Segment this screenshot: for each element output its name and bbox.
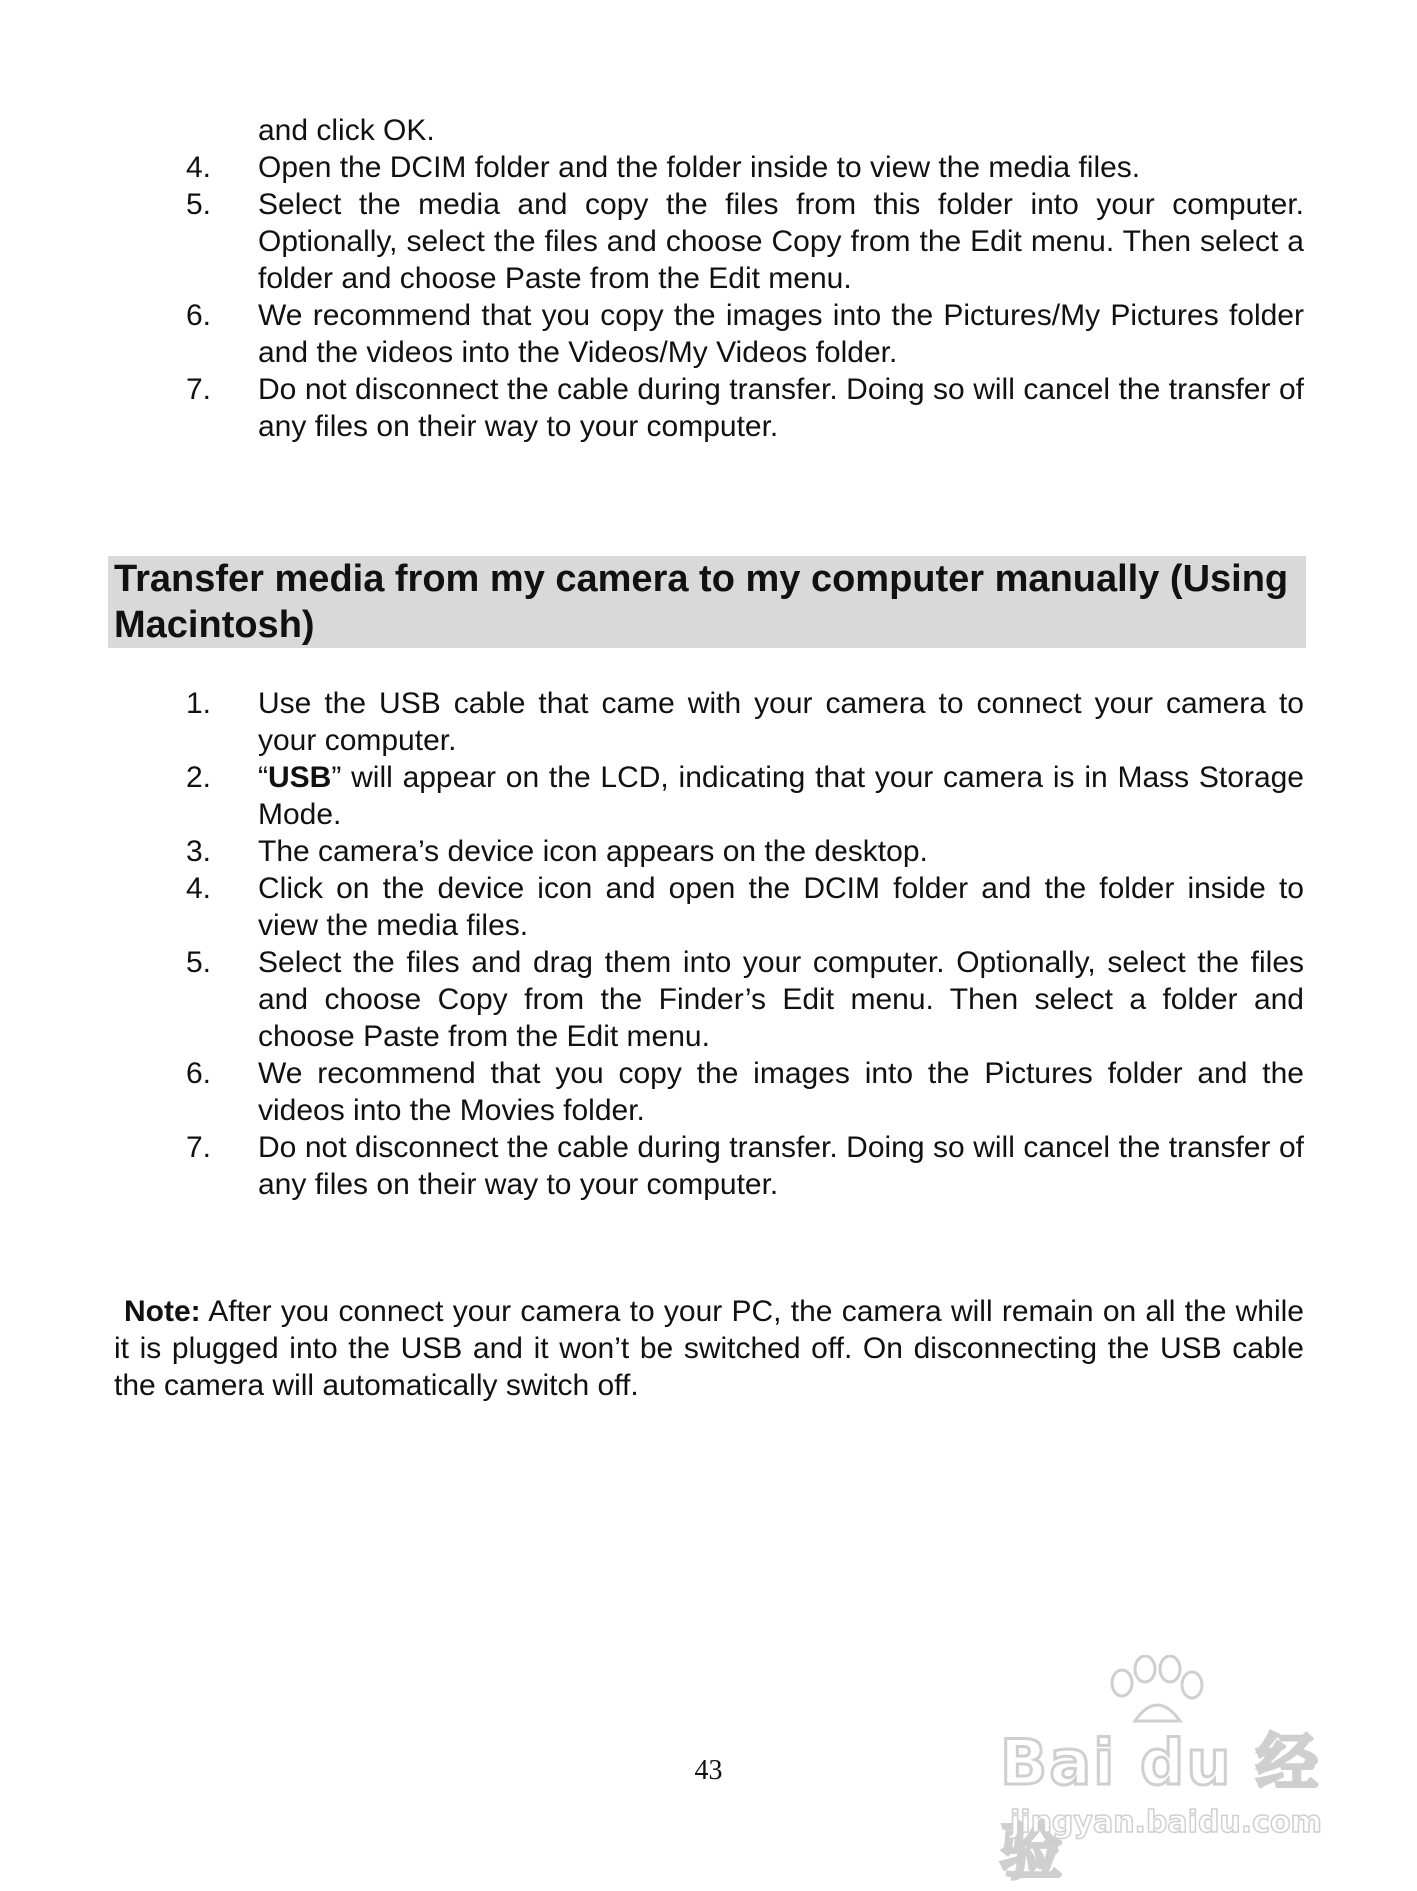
note-label: Note: (124, 1295, 201, 1328)
list-item (186, 944, 1304, 1055)
watermark-url: jingyan.baidu.com (1010, 1805, 1322, 1840)
list-item (186, 759, 1304, 833)
list-item (186, 685, 1304, 759)
step-text: ” will appear on the LCD, indicating that your camera is in Mass Storage Mode. (258, 761, 1304, 831)
step-text: Open the DCIM folder and the folder inside to view the media files. (258, 151, 1141, 184)
page-number: 43 (694, 1755, 723, 1786)
step-text: We recommend that you copy the images into the Pictures folder and the videos into the Movies folder. (258, 1057, 1304, 1127)
step-text: Use the USB cable that came with your camera to connect your camera to your computer. (258, 687, 1304, 757)
step-number: 1. (186, 687, 212, 720)
step-number: 7. (186, 373, 212, 406)
step-number: 4. (186, 872, 212, 905)
list-item (186, 297, 1304, 371)
step-number: 4. (186, 151, 212, 184)
step-text: Select the media and copy the files from this folder into your computer. Optionally, select the files and choose Copy from the Edit menu. Then select a folder and choose Paste from the Edit menu. (258, 188, 1304, 295)
watermark-logo-text: Bai du 经验 (1000, 1726, 1321, 1888)
step-number: 6. (186, 1057, 212, 1090)
list-item (186, 833, 1304, 870)
section-heading: Transfer media from my camera to my computer manually (Using Macintosh) (114, 558, 1289, 646)
macintosh-steps-list (186, 685, 1304, 1203)
list-item (186, 112, 1304, 149)
step-text: We recommend that you copy the images into the Pictures/My Pictures folder and the videos into the Videos/My Videos folder. (258, 299, 1304, 369)
step-text: Do not disconnect the cable during transfer. Doing so will cancel the transfer of any files on their way to your computer. (258, 373, 1304, 443)
step-number: 2. (186, 761, 212, 794)
baidu-jingyan-watermark (1000, 1655, 1340, 1888)
step-text: Click on the device icon and open the DCIM folder and the folder inside to view the media files. (258, 872, 1304, 942)
step-number: 7. (186, 1131, 212, 1164)
list-item (186, 870, 1304, 944)
list-item (186, 1129, 1304, 1203)
step-number: 5. (186, 946, 212, 979)
list-item (186, 186, 1304, 297)
list-item (186, 371, 1304, 445)
step-number: 5. (186, 188, 212, 221)
step-number: 6. (186, 299, 212, 332)
step-text-open-quote: “ (258, 761, 268, 794)
note-text: After you connect your camera to your PC, the camera will remain on all the while it is plugged into the USB and it won’t be switched off. On disconnecting the USB cable the camera will automatically switch off. (114, 1295, 1304, 1402)
usb-label: USB (268, 761, 332, 794)
list-item (186, 149, 1304, 186)
step-text: Select the files and drag them into your computer. Optionally, select the files and choose Copy from the Finder’s Edit menu. Then select a folder and choose Paste from the Edit menu. (258, 946, 1304, 1053)
step-text: The camera’s device icon appears on the desktop. (258, 835, 928, 868)
step-text: Do not disconnect the cable during transfer. Doing so will cancel the transfer of any files on their way to your computer. (258, 1131, 1304, 1201)
step-text: and click OK. (258, 114, 435, 147)
continued-steps-list (186, 112, 1304, 445)
note-paragraph (114, 1293, 1304, 1404)
step-number: 3. (186, 835, 212, 868)
list-item (186, 1055, 1304, 1129)
